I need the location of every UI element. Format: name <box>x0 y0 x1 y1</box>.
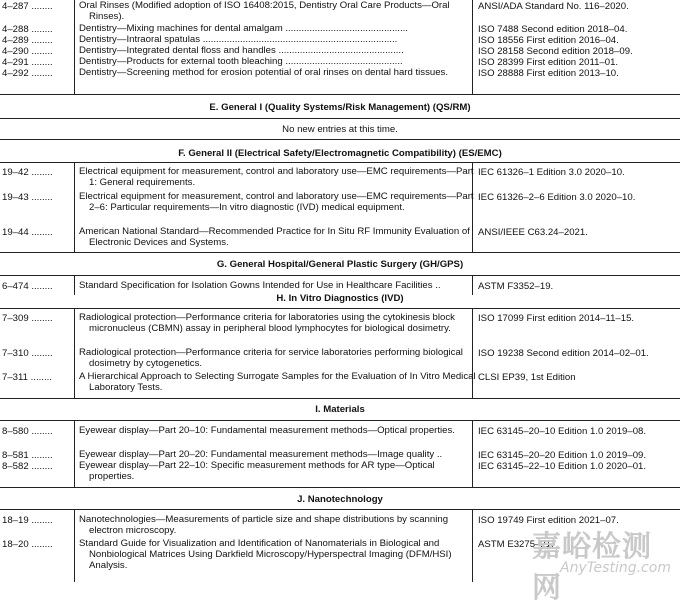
standard-title: A Hierarchical Approach to Selecting Surrogate Samples for the Evaluation of In Vitro Medical Laboratory Tests. <box>79 371 476 393</box>
table-rule <box>0 398 680 399</box>
column-divider <box>74 275 75 295</box>
standard-title: Dentistry—Integrated dental floss and handles ............................................... <box>79 46 404 56</box>
standard-designation: ISO 28888 First edition 2013–10. <box>478 68 619 79</box>
standard-title: Standard Specification for Isolation Gowns Intended for Use in Healthcare Facilities .. <box>79 280 441 291</box>
section-heading: F. General II (Electrical Safety/Electromagnetic Compatibility) (ES/EMC) <box>178 148 502 159</box>
section-heading: G. General Hospital/General Plastic Surgery (GH/GPS) <box>216 259 464 270</box>
standard-title: Radiological protection—Performance criteria for service laboratories performing biological dosimetry by cytogenetics. <box>79 347 463 369</box>
section-heading: I. Materials <box>315 404 365 415</box>
standard-designation: IEC 61326–1 Edition 3.0 2020–10. <box>478 167 625 178</box>
standard-designation: IEC 63145–20–20 Edition 1.0 2019–09. <box>478 450 647 461</box>
table-rule <box>0 94 680 95</box>
column-divider <box>74 162 75 252</box>
standard-title: Eyewear display—Part 20–10: Fundamental measurement methods—Optical properties. <box>79 425 455 436</box>
table-rule <box>0 139 680 140</box>
entry-number: 18–20 ........ <box>2 539 53 550</box>
table-rule <box>0 275 680 276</box>
entry-number: 4–292 ........ <box>2 68 53 79</box>
standard-title: Oral Rinses (Modified adoption of ISO 16408:2015, Dentistry Oral Care Products—Oral Rinses). <box>79 0 450 22</box>
entry-number: 7–309 ........ <box>2 313 53 324</box>
standard-designation: IEC 61326–2–6 Edition 3.0 2020–10. <box>478 192 636 203</box>
column-divider <box>74 509 75 582</box>
standard-title: Dentistry—Products for external tooth bleaching ............................................ <box>79 57 403 67</box>
standard-title: Electrical equipment for measurement, control and laboratory use—EMC requirements—Part 2–6: Particular requirements—In vitro diagnostic (IVD) medical equipment. <box>79 191 474 213</box>
table-rule <box>0 118 680 119</box>
standard-designation: ISO 7488 Second edition 2018–04. <box>478 24 628 35</box>
section-heading: J. Nanotechnology <box>297 494 383 505</box>
entry-number: 19–44 ........ <box>2 227 53 238</box>
entry-number: 8–580 ........ <box>2 426 53 437</box>
entry-number: 8–582 ........ <box>2 461 53 472</box>
watermark-cn: 嘉峪检测网 <box>532 529 653 604</box>
standard-designation: ANSI/ADA Standard No. 116–2020. <box>478 1 629 12</box>
standard-designation: IEC 63145–22–10 Edition 1.0 2020–01. <box>478 461 647 472</box>
section-heading: E. General I (Quality Systems/Risk Management) (QS/RM) <box>209 102 471 113</box>
standard-title: Eyewear display—Part 20–20: Fundamental measurement methods—Image quality .. <box>79 449 443 460</box>
table-rule <box>0 420 680 421</box>
entry-number: 4–287 ........ <box>2 1 53 12</box>
column-divider <box>74 308 75 398</box>
standard-designation: ISO 17099 First edition 2014–11–15. <box>478 313 635 324</box>
table-rule <box>0 509 680 510</box>
standard-designation: ISO 19749 First edition 2021–07. <box>478 515 619 526</box>
section-heading: H. In Vitro Diagnostics (IVD) <box>276 293 404 304</box>
standard-title: Radiological protection—Performance criteria for laboratories using the cytokinesis block micronucleus (CBMN) assay in peripheral blood lymphocytes for biological dosimetry. <box>79 312 455 334</box>
column-divider <box>472 275 473 295</box>
entry-number: 6–474 ........ <box>2 281 53 292</box>
column-divider <box>74 0 75 94</box>
table-rule <box>0 252 680 253</box>
entry-number: 7–310 ........ <box>2 348 53 359</box>
entry-number: 19–43 ........ <box>2 192 53 203</box>
standard-title: Dentistry—Mixing machines for dental amalgam .............................................. <box>79 24 408 34</box>
entry-number: 18–19 ........ <box>2 515 53 526</box>
column-divider <box>74 420 75 487</box>
standard-title: Standard Guide for Visualization and Identification of Nanomaterials in Biological and Nonbiological Matrices Using Darkfield Microscopy/Hyperspectral Imaging (DFM/HSI) Analysis. <box>79 538 452 571</box>
standard-title: Nanotechnologies—Measurements of particle size and shape distributions by scanning electron microscopy. <box>79 514 449 536</box>
standard-designation: ISO 18556 First edition 2016–04. <box>478 35 619 46</box>
standard-designation: ANSI/IEEE C63.24–2021. <box>478 227 588 238</box>
standard-title: American National Standard—Recommended Practice for In Situ RF Immunity Evaluation of Electronic Devices and Systems. <box>79 226 470 248</box>
entry-number: 7–311 ........ <box>2 372 52 383</box>
standard-designation: ISO 19238 Second edition 2014–02–01. <box>478 348 649 359</box>
entry-number: 19–42 ........ <box>2 167 53 178</box>
standard-designation: ASTM E3275–21. <box>478 539 554 550</box>
standard-title: Eyewear display—Part 22–10: Specific measurement methods for AR type—Optical properties. <box>79 460 435 482</box>
standard-title: Dentistry—Screening method for erosion potential of oral rinses on dental hard tissues. <box>79 67 449 78</box>
watermark-en: AnyTesting.com <box>560 560 671 576</box>
table-rule <box>0 162 680 163</box>
standard-designation: IEC 63145–20–10 Edition 1.0 2019–08. <box>478 426 647 437</box>
standard-designation: ASTM F3352–19. <box>478 281 554 292</box>
table-rule <box>0 487 680 488</box>
standard-designation: ISO 28158 Second edition 2018–09. <box>478 46 633 57</box>
standard-designation: CLSI EP39, 1st Edition <box>478 372 576 383</box>
standard-designation: ISO 28399 First edition 2011–01. <box>478 57 619 68</box>
table-rule <box>0 308 680 309</box>
standard-title: Electrical equipment for measurement, control and laboratory use—EMC requirements—Part 1: General requirements. <box>79 166 474 188</box>
standard-title: Dentistry—Intraoral spatulas ......................................................................... <box>79 35 398 45</box>
no-entries-note: No new entries at this time. <box>282 124 398 135</box>
entry-number: 4–288 ........ <box>2 24 53 35</box>
entry-number: 4–290 ........ <box>2 46 53 57</box>
entry-number: 4–289 ........ <box>2 35 53 46</box>
entry-number: 8–581 ........ <box>2 450 53 461</box>
entry-number: 4–291 ........ <box>2 57 53 68</box>
